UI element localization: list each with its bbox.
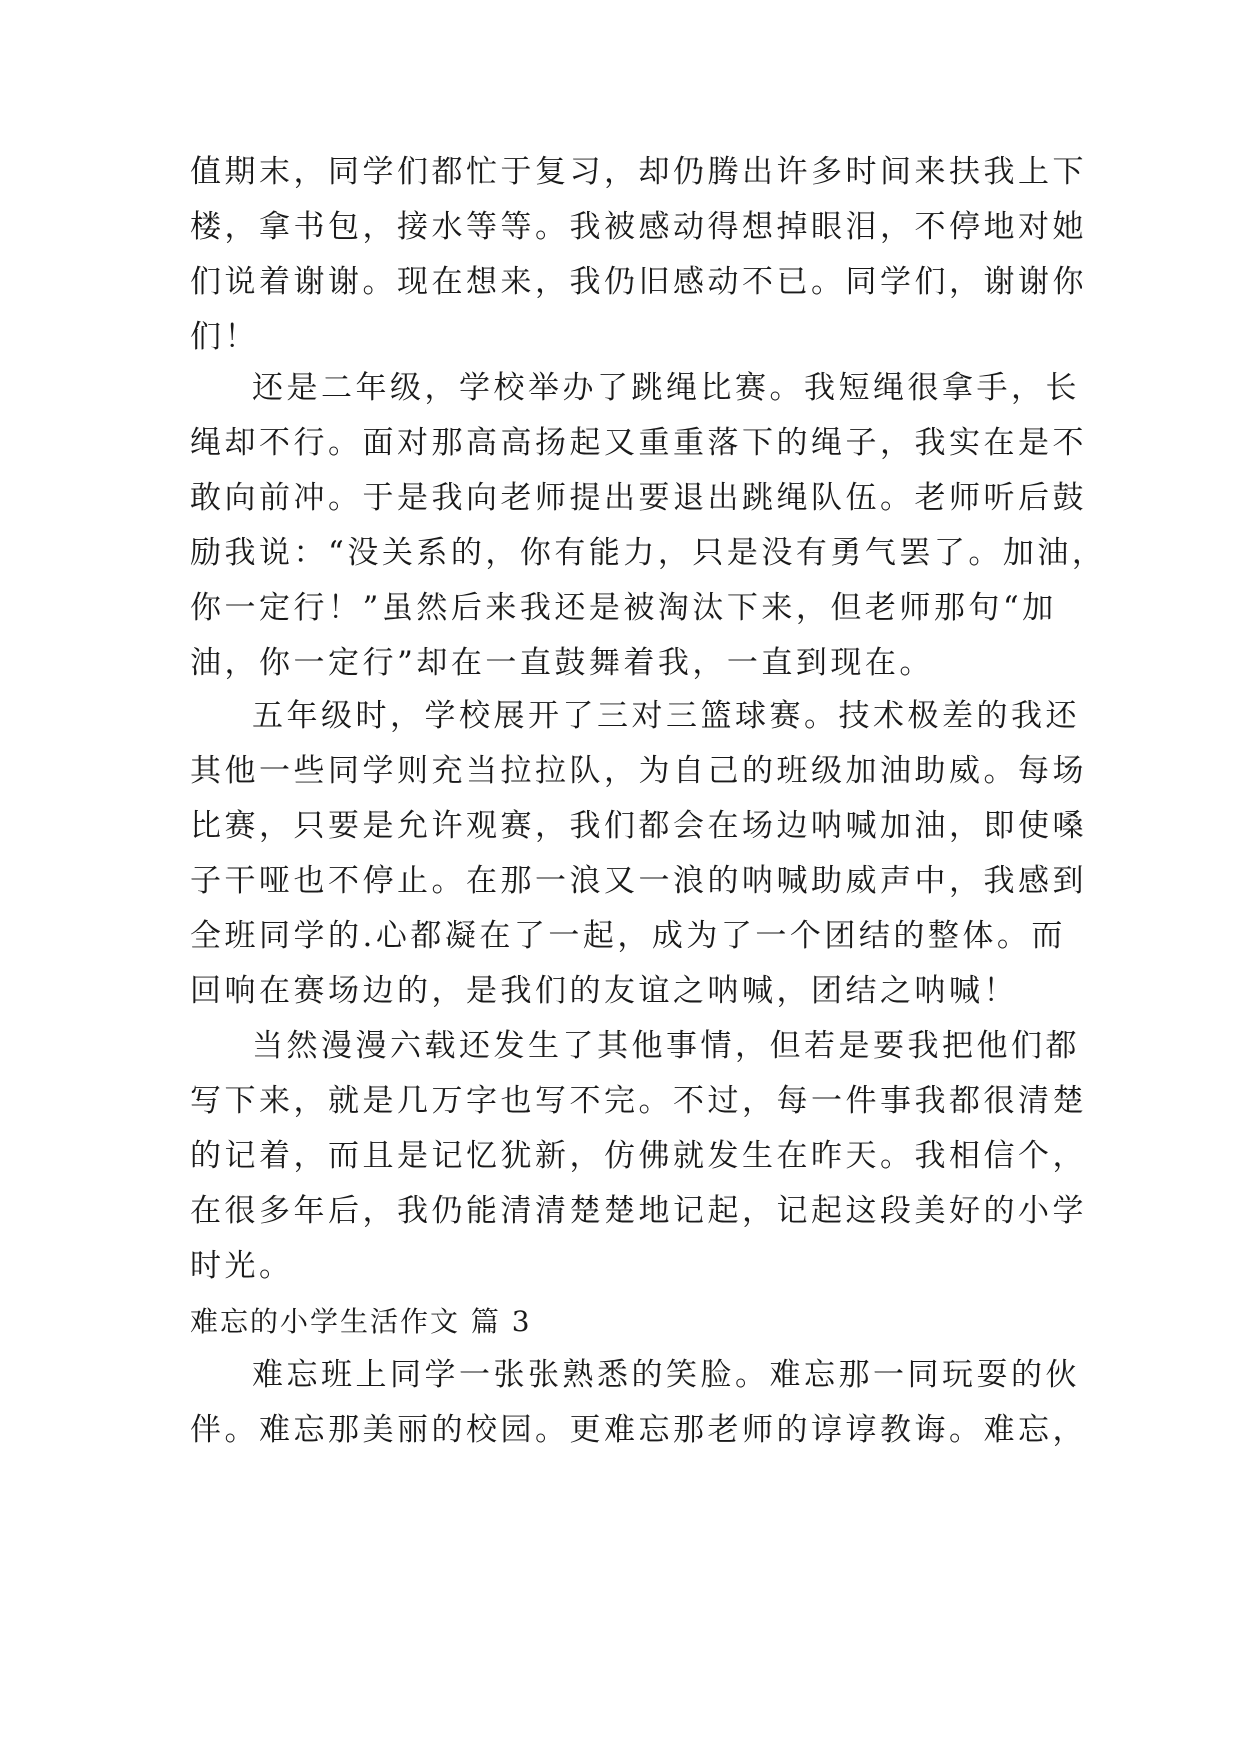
text-line: 全班同学的.心都凝在了一起，成为了一个团结的整体。而 — [190, 918, 1066, 954]
text-line: 当然漫漫六载还发生了其他事情，但若是要我把他们都 — [252, 1028, 1080, 1064]
text-line: 绳却不行。面对那高高扬起又重重落下的绳子，我实在是不 — [190, 425, 1087, 461]
text-line: 其他一些同学则充当拉拉队，为自己的班级加油助威。每场 — [190, 753, 1087, 789]
text-line: 难忘班上同学一张张熟悉的笑脸。难忘那一同玩耍的伙 — [252, 1357, 1080, 1393]
text-line: 油，你一定行”却在一直鼓舞着我，一直到现在。 — [190, 645, 934, 681]
text-line: 还是二年级，学校举办了跳绳比赛。我短绳很拿手，长 — [252, 370, 1080, 406]
text-line: 子干哑也不停止。在那一浪又一浪的呐喊助威声中，我感到 — [190, 863, 1087, 899]
text-line: 你一定行！”虽然后来我还是被淘汰下来，但老师那句“加 — [190, 590, 1057, 626]
text-line: 敢向前冲。于是我向老师提出要退出跳绳队伍。老师听后鼓 — [190, 480, 1087, 516]
text-line: 们说着谢谢。现在想来，我仍旧感动不已。同学们，谢谢你 — [190, 264, 1087, 300]
text-line: 写下来，就是几万字也写不完。不过，每一件事我都很清楚 — [190, 1083, 1087, 1119]
text-line: 们！ — [190, 319, 259, 355]
text-line: 回响在赛场边的，是我们的友谊之呐喊，团结之呐喊！ — [190, 973, 1018, 1009]
text-line: 楼，拿书包，接水等等。我被感动得想掉眼泪，不停地对她 — [190, 209, 1087, 245]
text-line: 五年级时，学校展开了三对三篮球赛。技术极差的我还 — [252, 698, 1080, 734]
text-line: 的记着，而且是记忆犹新，仿佛就发生在昨天。我相信个， — [190, 1138, 1087, 1174]
text-line: 伴。难忘那美丽的校园。更难忘那老师的谆谆教诲。难忘， — [190, 1412, 1087, 1448]
text-line: 时光。 — [190, 1248, 294, 1284]
text-line: 在很多年后，我仍能清清楚楚地记起，记起这段美好的小学 — [190, 1193, 1087, 1229]
text-line: 值期末，同学们都忙于复习，却仍腾出许多时间来扶我上下 — [190, 154, 1087, 190]
text-line: 励我说：“没关系的，你有能力，只是没有勇气罢了。加油， — [190, 535, 1107, 571]
section-heading: 难忘的小学生活作文 篇 3 — [190, 1305, 532, 1338]
text-line: 比赛，只要是允许观赛，我们都会在场边呐喊加油，即使嗓 — [190, 808, 1087, 844]
